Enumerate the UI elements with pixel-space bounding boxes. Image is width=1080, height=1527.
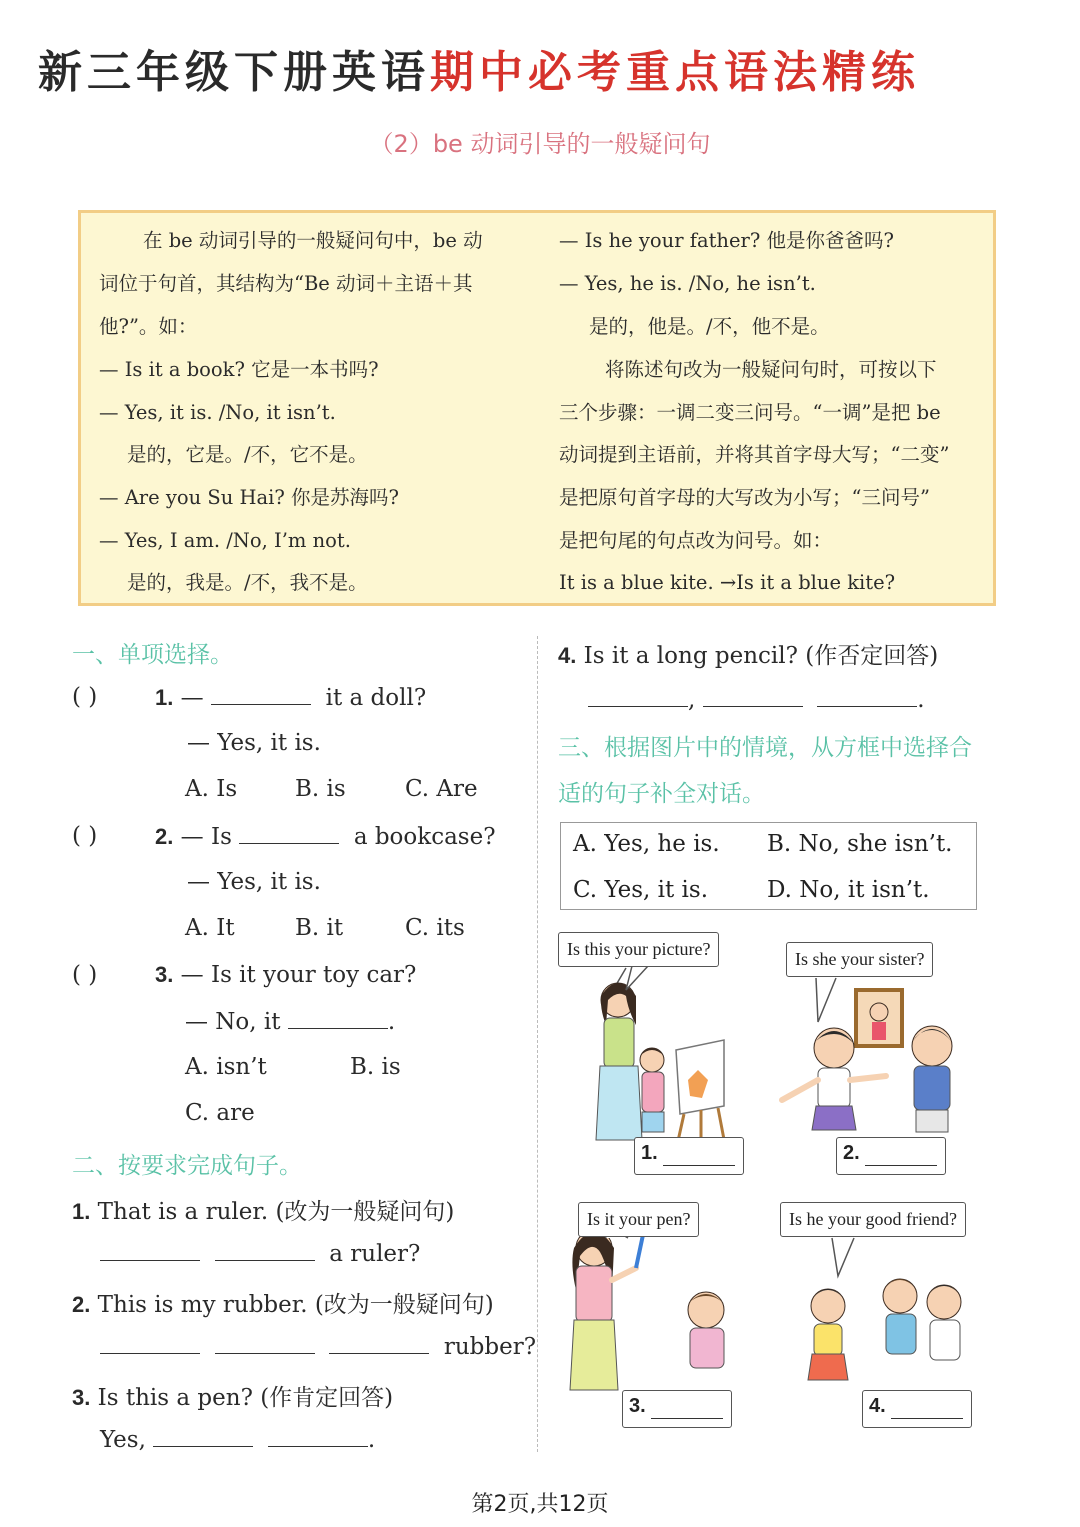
scene-2-illustration: [782, 990, 952, 1132]
s2-q3-tail: .: [367, 1427, 376, 1453]
question-number: 3.: [155, 962, 174, 987]
explain-left-line: — Yes, it is. /No, it isn’t.: [99, 401, 336, 424]
option: B. it: [295, 915, 344, 941]
title-part1: 新三年级下册英语: [38, 47, 430, 98]
q3-post: .: [387, 1009, 396, 1035]
blank[interactable]: [329, 1333, 429, 1354]
choice-d: D. No, it isn’t.: [767, 877, 930, 903]
explain-right-line: — Yes, he is. /No, he isn’t.: [559, 272, 816, 295]
q3-line1: — Is it your toy car?: [180, 962, 417, 988]
explain-left-line: 词位于句首，其结构为“Be 动词＋主语＋其: [99, 272, 473, 295]
explain-right-line: 是把原句首字母的大写改为小写；“三问号”: [559, 486, 930, 509]
s2-q1-text: That is a ruler. (改为一般疑问句): [97, 1199, 455, 1225]
option: B. is: [350, 1054, 401, 1080]
period: .: [917, 687, 925, 713]
explain-left-line: 是的，我是。/不，我不是。: [127, 571, 368, 594]
blank[interactable]: [215, 1240, 315, 1261]
question-number: 2.: [72, 1292, 91, 1317]
explain-right-line: 是的，他是。/不，他不是。: [589, 315, 830, 338]
option: C. are: [185, 1100, 255, 1126]
section1-heading: 一、单项选择。: [72, 642, 233, 668]
blank[interactable]: [268, 1426, 368, 1447]
option: C. Are: [405, 776, 478, 802]
question-number: 1.: [72, 1199, 91, 1224]
blank[interactable]: [703, 686, 803, 707]
option: B. is: [295, 776, 346, 802]
option: A. It: [185, 915, 235, 941]
question-2: [155, 823, 496, 850]
explain-right-line: 动词提到主语前，并将其首字母大写；“二变”: [559, 443, 950, 466]
blank[interactable]: [288, 1008, 388, 1029]
question-number: 4.: [558, 643, 577, 668]
choice-a: A. Yes, he is.: [573, 831, 720, 857]
s2-q1-tail: a ruler?: [329, 1241, 421, 1267]
option: C. its: [405, 915, 465, 941]
blank[interactable]: [100, 1333, 200, 1354]
explain-left-line: — Is it a book? 它是一本书吗?: [99, 358, 379, 381]
explain-left-line: — Yes, I am. /No, I’m not.: [99, 529, 351, 552]
answer-box-2[interactable]: [836, 1137, 946, 1175]
explain-right-line: 三个步骤：一调二变三问号。“一调”是把 be: [559, 401, 941, 424]
q2-response: — Yes, it is.: [187, 869, 321, 895]
explain-right-line: 将陈述句改为一般疑问句时，可按以下: [605, 358, 937, 381]
illustration-panel: [556, 930, 996, 1450]
s2-question-2: [72, 1286, 494, 1319]
q3-response: [185, 1008, 395, 1035]
q3-pre: — No, it: [185, 1009, 281, 1035]
speech-bubble-4: Is he your good friend?: [780, 1202, 966, 1237]
answer-label: 1.: [641, 1142, 658, 1164]
explain-left-line: — Are you Su Hai? 你是苏海吗?: [99, 486, 399, 509]
s2-q3-text: Is this a pen? (作肯定回答): [97, 1385, 394, 1411]
q2-pre: — Is: [180, 824, 232, 850]
question-number: 3.: [72, 1385, 91, 1410]
question-1: [155, 684, 426, 711]
answer-line[interactable]: [663, 1165, 735, 1166]
answer-box-1[interactable]: [634, 1137, 744, 1175]
blank[interactable]: [211, 684, 311, 705]
explain-left-line: 他?”。如：: [99, 315, 198, 338]
explain-left-line: 在 be 动词引导的一般疑问句中，be 动: [143, 229, 483, 252]
answer-line[interactable]: [891, 1418, 963, 1419]
s2-question-4: [558, 637, 938, 670]
answer-line[interactable]: [651, 1418, 723, 1419]
blank[interactable]: [153, 1426, 253, 1447]
section2-heading: 二、按要求完成句子。: [72, 1153, 302, 1179]
explain-right-line: — Is he your father? 他是你爸爸吗?: [559, 229, 894, 252]
blank[interactable]: [215, 1333, 315, 1354]
explain-right-line: It is a blue kite. →Is it a blue kite?: [559, 571, 896, 594]
s2-q3-lead: Yes,: [100, 1427, 146, 1453]
choice-c: C. Yes, it is.: [573, 877, 709, 903]
scene-1-illustration: [596, 968, 726, 1150]
s2-q2-text: This is my rubber. (改为一般疑问句): [97, 1292, 494, 1318]
column-divider: [537, 636, 538, 1452]
answer-paren[interactable]: ( ): [72, 962, 98, 988]
s2-q4-answer: [588, 686, 925, 713]
blank[interactable]: [817, 686, 917, 707]
question-number: 1.: [155, 685, 174, 710]
speech-bubble-3: Is it your pen?: [578, 1202, 699, 1237]
question-3: [155, 962, 416, 988]
s2-q4-text: Is it a long pencil? (作否定回答): [583, 643, 939, 669]
page-footer: 第2页,共12页: [471, 1492, 609, 1517]
answer-label: 3.: [629, 1395, 646, 1417]
explain-right-line: 是把句尾的句点改为问号。如：: [559, 529, 833, 552]
s2-question-1: [72, 1193, 454, 1226]
q2-post: a bookcase?: [353, 824, 496, 850]
answer-label: 2.: [843, 1142, 860, 1164]
option: A. Is: [185, 776, 238, 802]
blank[interactable]: [239, 823, 339, 844]
grammar-explanation-box: [78, 210, 996, 606]
page-title: [38, 36, 920, 100]
explain-left-line: 是的，它是。/不，它不是。: [127, 443, 368, 466]
answer-paren[interactable]: ( ): [72, 823, 98, 849]
answer-box-3[interactable]: [622, 1390, 732, 1428]
s2-q3-answer: [100, 1426, 375, 1453]
q1-post: it a doll?: [325, 685, 427, 711]
blank[interactable]: [100, 1240, 200, 1261]
scene-4-illustration: [808, 1279, 962, 1380]
answer-paren[interactable]: ( ): [72, 684, 98, 710]
answer-line[interactable]: [865, 1165, 937, 1166]
q1-response: — Yes, it is.: [187, 730, 321, 756]
speech-bubble-1: Is this your picture?: [558, 932, 719, 967]
page-subtitle: （2）be 动词引导的一般疑问句: [369, 130, 711, 158]
section3-heading-line2: 适的句子补全对话。: [558, 781, 765, 807]
option: A. isn’t: [185, 1054, 267, 1080]
s2-q1-answer: [100, 1240, 420, 1267]
s2-question-3: [72, 1379, 393, 1412]
choice-box: [560, 822, 977, 910]
answer-box-4[interactable]: [862, 1390, 972, 1428]
scene-3-illustration: [570, 1230, 726, 1390]
q1-pre: —: [180, 685, 204, 711]
s2-q2-answer: [100, 1333, 536, 1360]
choice-b: B. No, she isn’t.: [767, 831, 953, 857]
speech-bubble-2: Is she your sister?: [786, 942, 933, 977]
title-part2: 期中必考重点语法精练: [430, 47, 920, 98]
blank[interactable]: [588, 686, 688, 707]
comma: ,: [688, 687, 696, 713]
s2-q2-tail: rubber?: [443, 1334, 537, 1360]
section3-heading-line1: 三、根据图片中的情境，从方框中选择合: [558, 735, 972, 761]
answer-label: 4.: [869, 1395, 886, 1417]
question-number: 2.: [155, 824, 174, 849]
